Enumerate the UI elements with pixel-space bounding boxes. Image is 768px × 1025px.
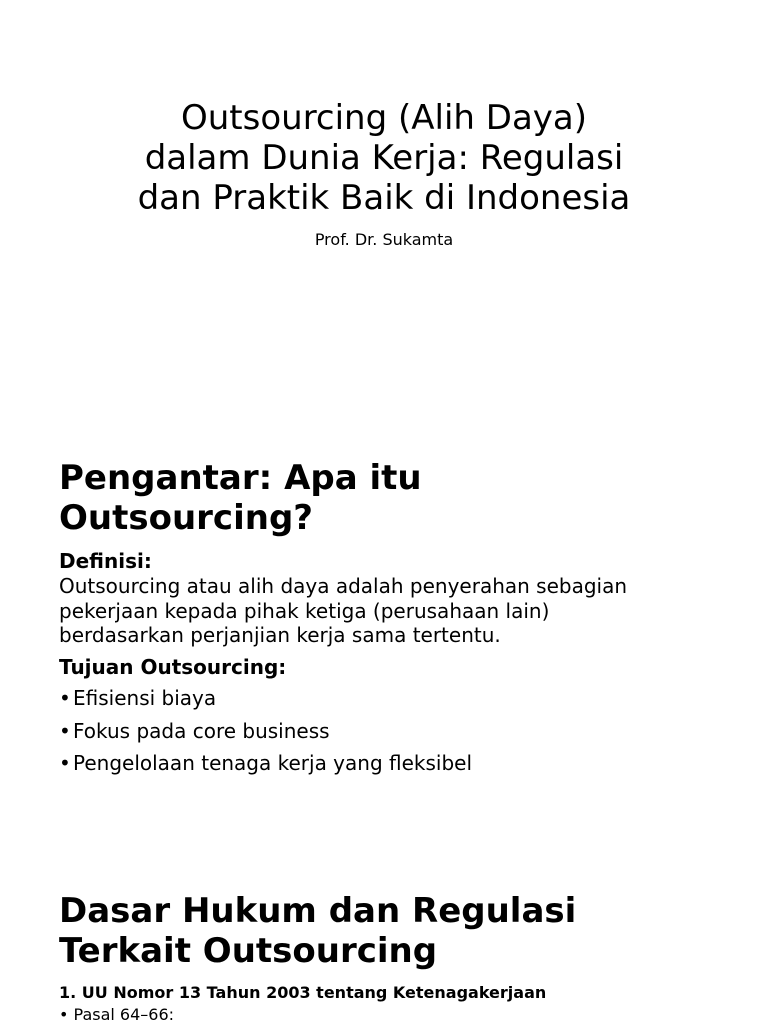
title-line: dalam Dunia Kerja: Regulasi: [144, 138, 624, 178]
title-line: Outsourcing (Alih Daya): [180, 98, 588, 138]
goals-list: [59, 686, 472, 784]
heading-line: Outsourcing?: [59, 498, 314, 538]
bullet-icon: •: [59, 751, 71, 775]
law-heading: [59, 891, 576, 971]
heading-line: Dasar Hukum dan Regulasi: [59, 891, 577, 931]
list-item: [59, 719, 472, 752]
definition-text: [59, 574, 739, 648]
definition-line: pekerjaan kepada pihak ketiga (perusahaan lain): [59, 598, 550, 623]
goal-text: Pengelolaan tenaga kerja yang fleksibel: [73, 751, 473, 775]
goal-text: Efisiensi biaya: [73, 686, 217, 710]
document-title: [0, 98, 768, 218]
list-item: [59, 751, 472, 784]
bullet-icon: •: [59, 718, 71, 743]
title-line: dan Praktik Baik di Indonesia: [137, 178, 631, 218]
law-item: 1. UU Nomor 13 Tahun 2003 tentang Ketenagakerjaan: [59, 983, 547, 1002]
goals-label: Tujuan Outsourcing:: [59, 655, 287, 679]
author-name: Prof. Dr. Sukamta: [314, 230, 454, 249]
goal-text: Fokus pada core business: [73, 718, 330, 743]
definition-line: berdasarkan perjanjian kerja sama tertentu.: [59, 623, 501, 647]
heading-line: Terkait Outsourcing: [59, 931, 438, 971]
intro-heading: [59, 458, 422, 538]
bullet-icon: •: [59, 686, 71, 710]
law-sub-item: • Pasal 64–66:: [59, 1005, 175, 1024]
list-item: [59, 686, 472, 719]
heading-line: Pengantar: Apa itu: [59, 458, 422, 498]
definition-label: Definisi:: [59, 549, 152, 573]
definition-line: Outsourcing atau alih daya adalah penyerahan sebagian: [59, 574, 628, 598]
